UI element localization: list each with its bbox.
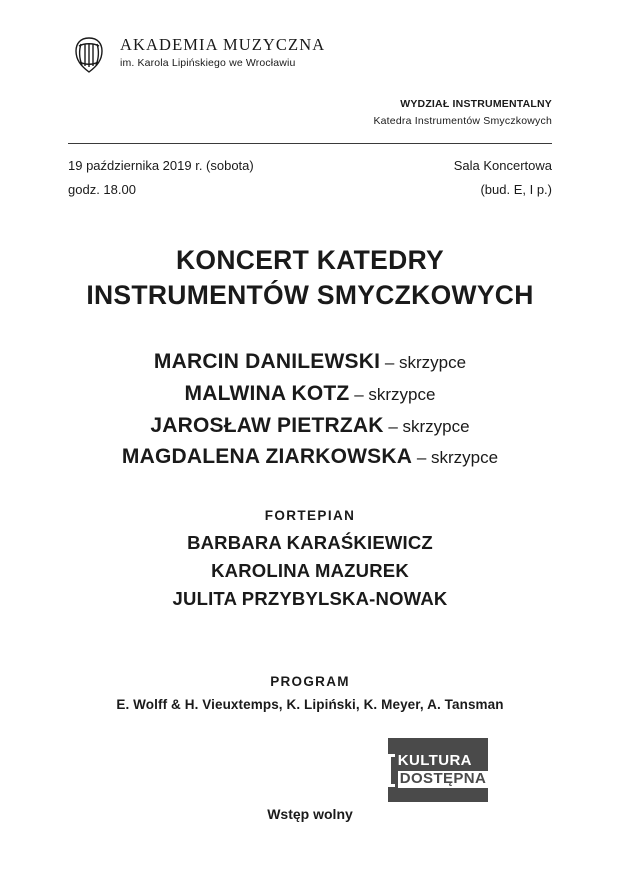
kultura-dostepna-logo [388, 738, 488, 802]
faculty-block [68, 96, 552, 131]
academy-name: AKADEMIA MUZYCZNA [120, 35, 326, 54]
kultura-label-bottom: DOSTĘPNA [399, 769, 487, 787]
performer-instrument: – skrzypce [380, 352, 467, 372]
program-label: PROGRAM [270, 674, 350, 690]
faculty-name: WYDZIAŁ INSTRUMENTALNY [400, 98, 552, 110]
page-title-line-1: KONCERT KATEDRY [175, 245, 445, 275]
event-meta [68, 154, 552, 203]
list-item [68, 411, 552, 441]
program-composers: E. Wolff & H. Vieuxtemps, K. Lipiński, K. Meyer, A. Tansman [116, 697, 504, 713]
poster-footer [68, 738, 552, 848]
performers-list [68, 347, 552, 472]
performer-name: MALWINA KOTZ [184, 381, 350, 405]
performer-name: MARCIN DANILEWSKI [153, 349, 381, 373]
piano-section [68, 508, 552, 612]
list-item: KAROLINA MAZUREK [211, 559, 409, 581]
list-item: JULITA PRZYBYLSKA-NOWAK [172, 587, 448, 609]
poster-header [68, 0, 552, 80]
admission-note: Wstęp wolny [267, 806, 353, 823]
performer-name: MAGDALENA ZIARKOWSKA [121, 445, 413, 469]
event-venue-detail: (bud. E, I p.) [480, 182, 552, 198]
kultura-label-top: KULTURA [397, 752, 472, 770]
page-title [68, 243, 552, 313]
event-meta-row-2 [68, 178, 552, 203]
list-item [68, 347, 552, 377]
academy-subtitle: im. Karola Lipińskiego we Wrocławiu [120, 57, 296, 70]
department-name: Katedra Instrumentów Smyczkowych [373, 115, 552, 128]
list-item [68, 442, 552, 472]
performer-instrument: – skrzypce [383, 416, 470, 436]
kultura-dostepna-logo-inner [388, 753, 489, 788]
performer-instrument: – skrzypce [349, 384, 436, 404]
event-time: godz. 18.00 [68, 182, 136, 198]
event-meta-row-1 [68, 154, 552, 179]
event-date: 19 października 2019 r. (sobota) [68, 157, 254, 173]
piano-section-label: FORTEPIAN [264, 508, 356, 524]
academy-identity [120, 30, 325, 69]
event-venue: Sala Koncertowa [453, 157, 552, 173]
page-title-line-2: INSTRUMENTÓW SMYCZKOWYCH [86, 279, 534, 310]
performer-instrument: – skrzypce [412, 448, 499, 468]
list-item [68, 379, 552, 409]
header-divider [68, 143, 552, 144]
performer-name: JAROSŁAW PIETRZAK [150, 413, 384, 437]
list-item: BARBARA KARAŚKIEWICZ [187, 532, 433, 554]
program-section [68, 674, 552, 712]
lyre-icon [68, 32, 110, 80]
